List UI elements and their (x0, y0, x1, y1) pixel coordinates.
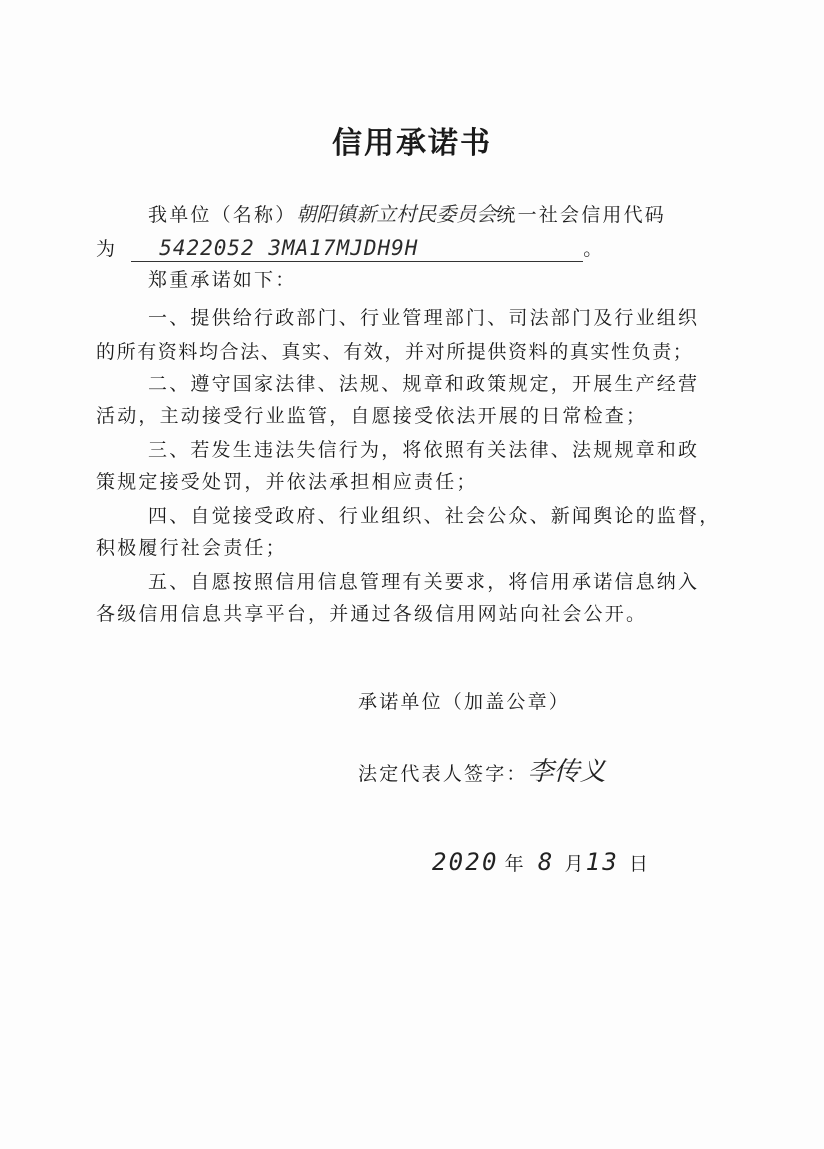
date-day-label: 日 (628, 853, 651, 875)
unit-name-handwritten: 朝阳镇新立村民委员会 (296, 202, 497, 226)
signature-handwritten: 李传义 (527, 757, 606, 787)
date-year-handwritten: 2020 (432, 848, 499, 876)
date-month-label: 月 (564, 853, 586, 875)
clause-4-line-1: 四、自觉接受政府、行业组织、社会公众、新闻舆论的监督， (148, 505, 721, 527)
intro-line (148, 202, 666, 227)
clause-4-line-2: 积极履行社会责任； (96, 537, 287, 559)
credit-code-field (131, 236, 583, 262)
document-title: 信用承诺书 (332, 126, 492, 161)
intro-suffix: 统一社会信用代码 (496, 204, 667, 226)
clause-5-line-1: 五、自愿按照信用信息管理有关要求，将信用承诺信息纳入 (148, 571, 700, 593)
date-year-label: 年 (504, 853, 526, 875)
clause-5-line-2: 各级信用信息共享平台，并通过各级信用网站向社会公开。 (96, 603, 648, 625)
intro-prefix: 我单位（名称） (148, 204, 297, 226)
clause-3-line-1: 三、若发生违法失信行为，将依照有关法律、法规规章和政 (148, 439, 700, 461)
code-suffix: 。 (583, 238, 605, 260)
seal-label: 承诺单位（加盖公章） (358, 691, 571, 713)
clause-2-line-2: 活动，主动接受行业监管，自愿接受依法开展的日常检查； (96, 405, 648, 427)
credit-code-line (96, 236, 604, 262)
clause-1-line-1: 一、提供给行政部门、行业管理部门、司法部门及行业组织 (148, 307, 700, 329)
credit-code-handwritten: 5422052 3MA17MJDH9H (159, 236, 419, 260)
date-day-handwritten: 13 (585, 848, 619, 876)
clause-2-line-1: 二、遵守国家法律、法规、规章和政策规定，开展生产经营 (148, 373, 700, 395)
clause-3-line-2: 策规定接受处罚，并依法承担相应责任； (96, 471, 478, 493)
clause-1-line-2: 的所有资料均合法、真实、有效，并对所提供资料的真实性负责； (96, 341, 694, 363)
promise-intro: 郑重承诺如下： (148, 269, 297, 291)
date-month-handwritten: 8 (537, 848, 555, 876)
signature-line (358, 757, 606, 787)
code-prefix: 为 (96, 238, 118, 260)
date-line (432, 850, 650, 876)
signature-label: 法定代表人签字： (358, 763, 528, 785)
